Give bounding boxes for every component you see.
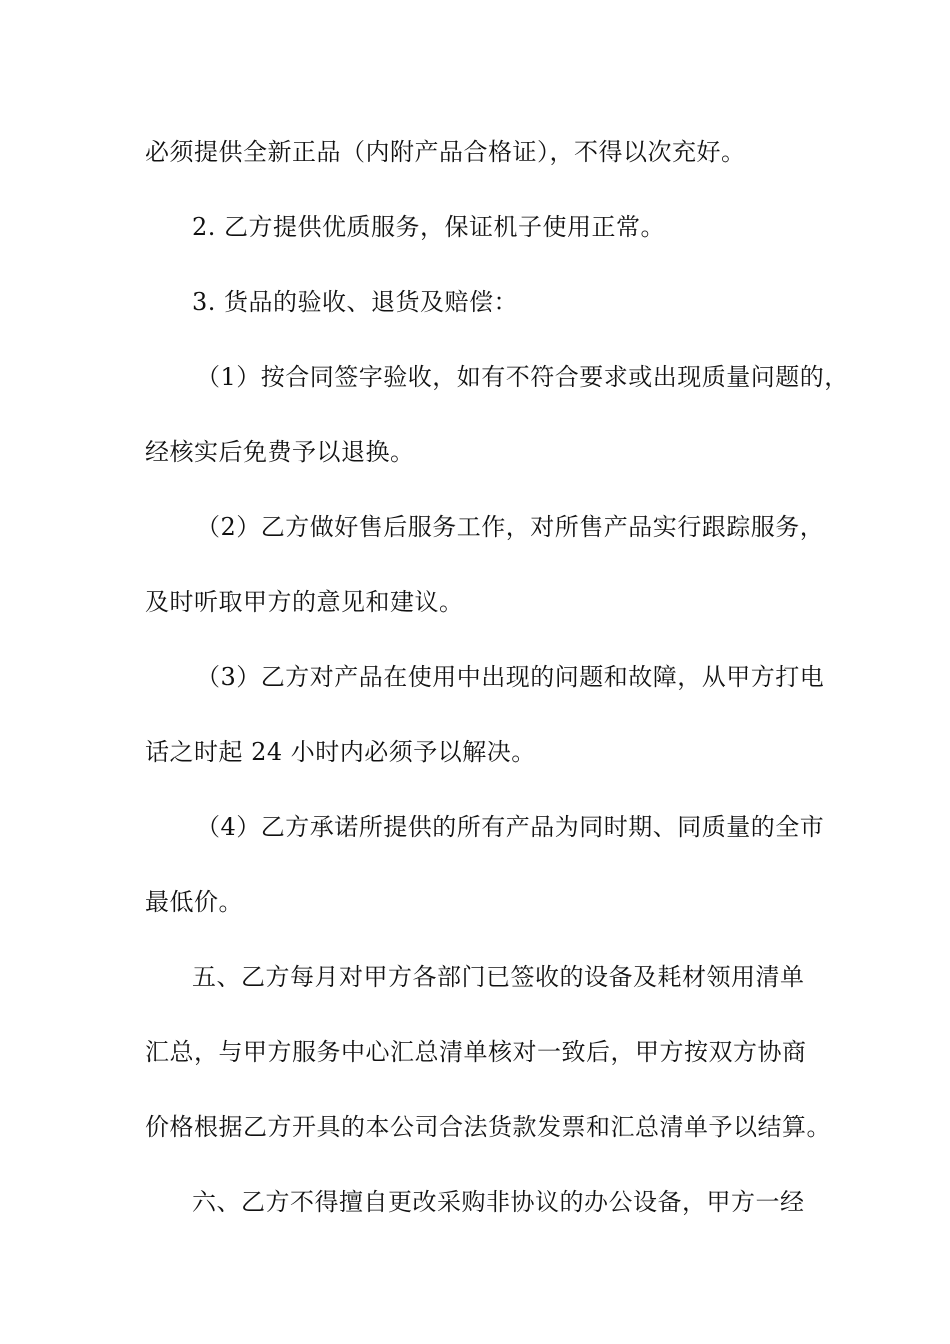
subclause-1-line: （1）按合同签字验收，如有不符合要求或出现质量问题的，	[196, 363, 849, 391]
subclause-2-line: （2）乙方做好售后服务工作，对所售产品实行跟踪服务，	[196, 513, 825, 541]
paragraph-line: 及时听取甲方的意见和建议。	[145, 588, 464, 616]
section-5-line: 五、乙方每月对甲方各部门已签收的设备及耗材领用清单	[192, 963, 805, 991]
clause-3-line: 3. 货品的验收、退货及赔偿：	[192, 288, 519, 316]
paragraph-line: 价格根据乙方开具的本公司合法货款发票和汇总清单予以结算。	[145, 1113, 831, 1141]
clause-2-line: 2. 乙方提供优质服务，保证机子使用正常。	[192, 213, 666, 241]
subclause-3-line: （3）乙方对产品在使用中出现的问题和故障，从甲方打电	[196, 663, 825, 691]
paragraph-line: 最低价。	[145, 888, 243, 916]
paragraph-line: 经核实后免费予以退换。	[145, 438, 415, 466]
section-6-line: 六、乙方不得擅自更改采购非协议的办公设备，甲方一经	[192, 1188, 805, 1216]
paragraph-line: 必须提供全新正品（内附产品合格证），不得以次充好。	[145, 138, 746, 166]
paragraph-line: 话之时起 24 小时内必须予以解决。	[145, 738, 536, 766]
subclause-4-line: （4）乙方承诺所提供的所有产品为同时期、同质量的全市	[196, 813, 825, 841]
paragraph-line: 汇总，与甲方服务中心汇总清单核对一致后，甲方按双方协商	[145, 1038, 807, 1066]
